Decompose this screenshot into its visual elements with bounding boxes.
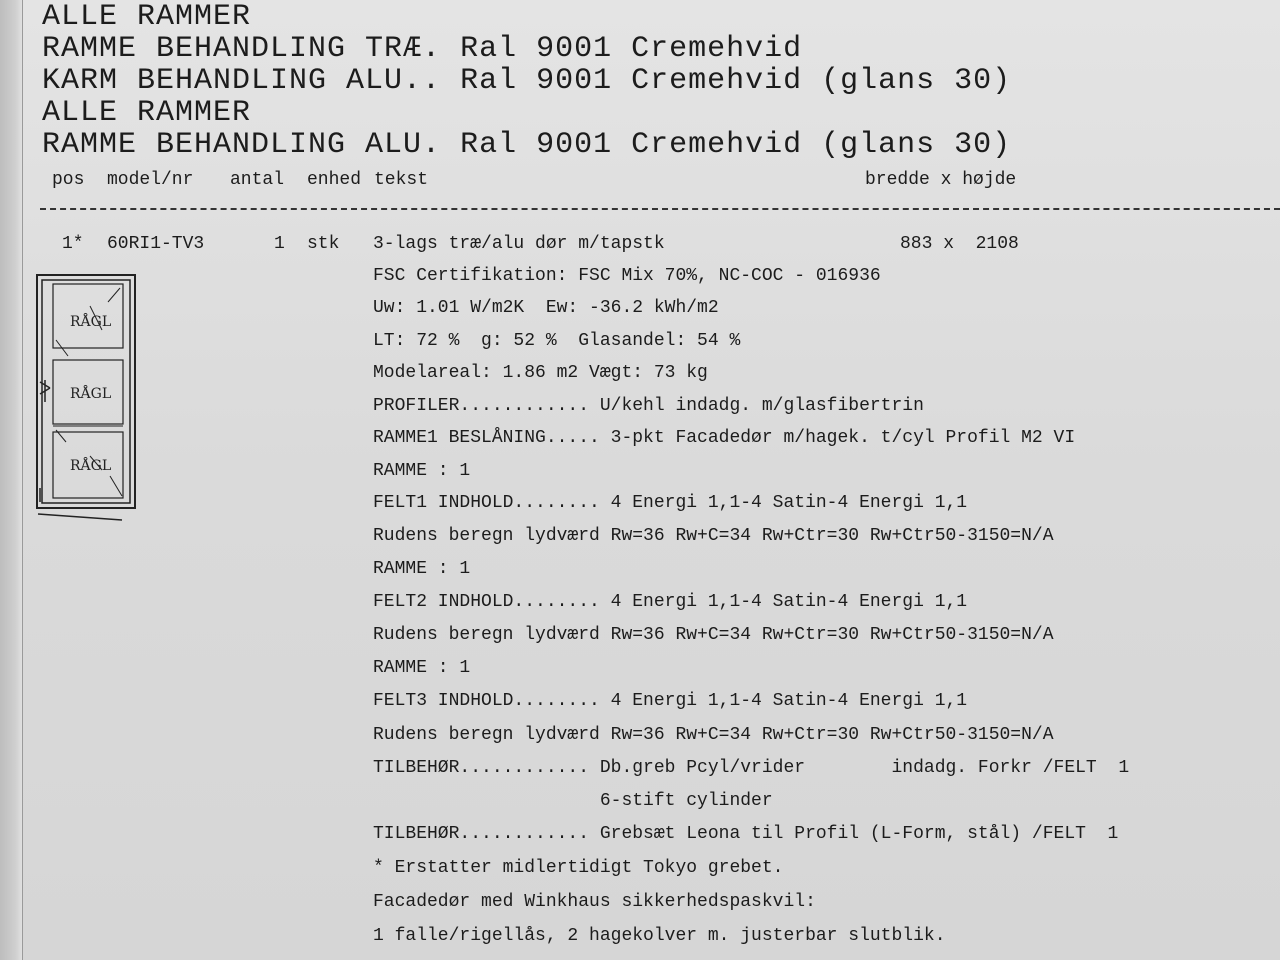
header-line-5: RAMME BEHANDLING ALU. Ral 9001 Cremehvid (glans 30) [42,128,1012,162]
detail-line: FELT3 INDHOLD........ 4 Energi 1,1-4 Satin-4 Energi 1,1 [373,691,968,711]
item-enhed: stk [307,234,340,254]
detail-line: FELT1 INDHOLD........ 4 Energi 1,1-4 Satin-4 Energi 1,1 [373,493,968,513]
glass-mark [108,288,120,302]
column-header-antal: antal [230,170,285,190]
item-description: 3-lags træ/alu dør m/tapstk [373,234,665,254]
header-line-3: KARM BEHANDLING ALU.. Ral 9001 Cremehvid (glans 30) [42,64,1012,98]
detail-line: RAMME1 BESLÅNING..... 3-pkt Facadedør m/hagek. t/cyl Profil M2 VI [373,428,1076,448]
item-pos: 1* [62,234,84,254]
column-header-pos: pos [52,170,85,190]
column-header-model: model/nr [107,170,194,190]
item-model: 60RI1-TV3 [107,234,205,254]
detail-line: TILBEHØR............ Grebsæt Leona til Profil (L-Form, stål) /FELT 1 [373,824,1119,844]
detail-line: Rudens beregn lydværd Rw=36 Rw+C=34 Rw+Ctr=30 Rw+Ctr50-3150=N/A [373,526,1054,546]
column-header-enhed: enhed [307,170,362,190]
column-header-tekst: tekst [374,170,429,190]
column-header-dimensions: bredde x højde [865,170,1017,190]
item-dimensions: 883 x 2108 [900,234,1019,254]
detail-line: 1 falle/rigellås, 2 hagekolver m. justerbar slutblik. [373,926,946,946]
detail-line: TILBEHØR............ Db.greb Pcyl/vrider indadg. Forkr /FELT 1 [373,758,1130,778]
detail-line: Modelareal: 1.86 m2 Vægt: 73 kg [373,363,708,383]
panel-label: RÅGL [70,386,112,402]
dashed-separator [40,208,1280,210]
door-drawing [34,270,154,530]
item-antal: 1 [274,234,285,254]
panel-label: RÅGL [70,458,112,474]
detail-line: RAMME : 1 [373,559,471,579]
detail-line: PROFILER............ U/kehl indadg. m/glasfibertrin [373,396,924,416]
detail-line: RAMME : 1 [373,658,471,678]
detail-line: Uw: 1.01 W/m2K Ew: -36.2 kWh/m2 [373,298,719,318]
threshold-line [38,514,122,520]
page-binding-edge [0,0,23,960]
header-line-1: ALLE RAMMER [42,0,252,34]
detail-line: LT: 72 % g: 52 % Glasandel: 54 % [373,331,741,351]
detail-line: 6-stift cylinder [373,791,773,811]
detail-line: FSC Certifikation: FSC Mix 70%, NC-COC - 016936 [373,266,881,286]
detail-line: Facadedør med Winkhaus sikkerhedspaskvil: [373,892,816,912]
detail-line: Rudens beregn lydværd Rw=36 Rw+C=34 Rw+Ctr=30 Rw+Ctr50-3150=N/A [373,725,1054,745]
detail-line: Rudens beregn lydværd Rw=36 Rw+C=34 Rw+Ctr=30 Rw+Ctr50-3150=N/A [373,625,1054,645]
glass-mark [110,476,122,496]
header-line-2: RAMME BEHANDLING TRÆ. Ral 9001 Cremehvid [42,32,803,66]
detail-line: * Erstatter midlertidigt Tokyo grebet. [373,858,784,878]
header-line-4: ALLE RAMMER [42,96,252,130]
detail-line: FELT2 INDHOLD........ 4 Energi 1,1-4 Satin-4 Energi 1,1 [373,592,968,612]
detail-line: RAMME : 1 [373,461,471,481]
panel-label: RÅGL [70,314,112,330]
